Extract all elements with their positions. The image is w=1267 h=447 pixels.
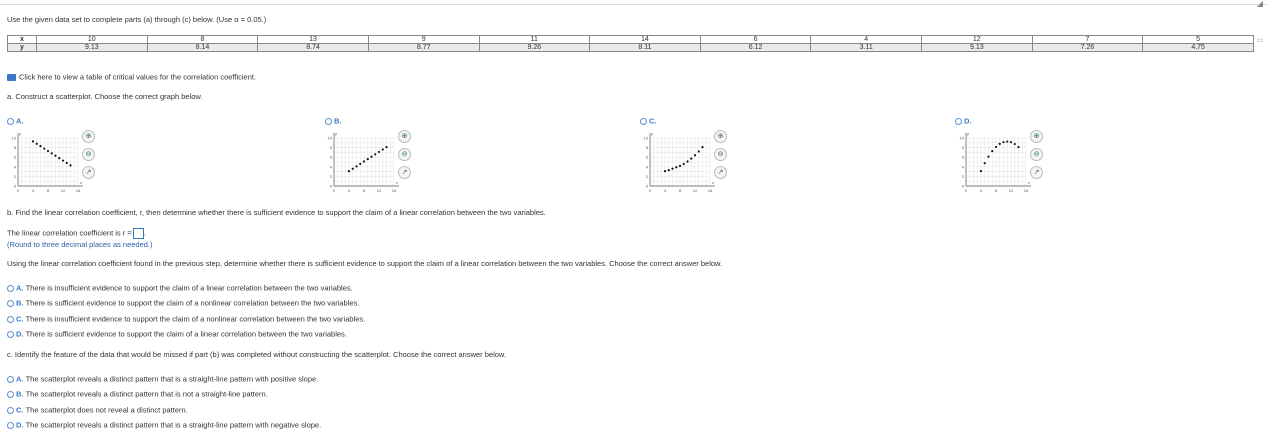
table-cell: 7 <box>1032 36 1143 44</box>
data-point <box>54 155 56 157</box>
data-point <box>1010 141 1012 143</box>
data-point <box>51 152 53 154</box>
x-tick-label: 16 <box>707 188 713 193</box>
data-point <box>378 151 380 153</box>
table-cell: 8 <box>147 36 258 44</box>
table-cell: 6.12 <box>700 44 811 52</box>
data-point <box>359 163 361 165</box>
scatterplot-c <box>640 130 718 198</box>
data-point <box>355 165 357 167</box>
x-tick-label: 8 <box>678 188 682 193</box>
row-header-x: x <box>8 36 37 44</box>
y-axis-label: y <box>19 131 21 136</box>
y-tick-label: 8 <box>329 145 332 151</box>
table-cell: 9.13 <box>922 44 1033 52</box>
x-tick-label: 0 <box>16 188 20 193</box>
radio-button[interactable] <box>955 118 962 125</box>
option-a-radio[interactable]: A. <box>7 116 24 126</box>
data-point <box>39 145 41 147</box>
x-axis-label: x <box>712 180 714 185</box>
radio-button[interactable] <box>7 316 14 323</box>
zoom-out-icon[interactable]: ⊖ <box>82 148 95 161</box>
data-point <box>47 150 49 152</box>
y-tick-label: 4 <box>13 164 16 170</box>
data-point <box>352 168 354 170</box>
r-prompt: The linear correlation coefficient is r = <box>7 228 132 238</box>
option-c-c[interactable]: C. The scatterplot does not reveal a distinct pattern. <box>7 405 188 415</box>
y-tick-label: 6 <box>13 154 16 160</box>
option-c-b[interactable]: B. The scatterplot reveals a distinct pattern that is not a straight-line pattern. <box>7 389 268 399</box>
data-point <box>686 160 688 162</box>
table-cell: 8.11 <box>590 44 701 52</box>
data-point <box>385 146 387 148</box>
x-tick-label: 4 <box>31 188 35 193</box>
x-tick-label: 0 <box>332 188 336 193</box>
zoom-out-icon[interactable]: ⊖ <box>714 148 727 161</box>
table-cell: 9 <box>368 36 479 44</box>
critical-values-link[interactable] <box>7 72 256 82</box>
data-point <box>1006 140 1008 142</box>
data-point <box>690 158 692 160</box>
y-tick-label: 10 <box>959 135 964 141</box>
option-c-a[interactable]: A. The scatterplot reveals a distinct pattern that is a straight-line pattern with positive slope. <box>7 374 318 384</box>
radio-button[interactable] <box>7 376 14 383</box>
option-b-radio[interactable]: B. <box>325 116 342 126</box>
x-axis-label: x <box>1028 180 1030 185</box>
data-point <box>991 150 993 152</box>
x-tick-label: 12 <box>376 188 382 193</box>
data-point <box>671 168 673 170</box>
data-point <box>382 148 384 150</box>
x-tick-label: 4 <box>979 188 983 193</box>
table-cell: 7.26 <box>1032 44 1143 52</box>
x-axis-label: x <box>80 180 82 185</box>
data-table <box>7 35 1254 52</box>
option-b-c[interactable]: C. There is insufficient evidence to support the claim of a nonlinear correlation between the two variables. <box>7 314 365 324</box>
radio-button[interactable] <box>325 118 332 125</box>
y-tick-label: 8 <box>13 145 16 151</box>
option-c-d[interactable]: D. The scatterplot reveals a distinct pattern that is a straight-line pattern with negative slope. <box>7 420 321 430</box>
data-point <box>69 164 71 166</box>
y-tick-label: 8 <box>645 145 648 151</box>
data-point <box>1002 141 1004 143</box>
table-cell: 4.75 <box>1143 44 1254 52</box>
data-point <box>1014 143 1016 145</box>
rounding-hint: (Round to three decimal places as needed.) <box>7 240 153 249</box>
radio-button[interactable] <box>7 391 14 398</box>
r-prompt-row: The linear correlation coefficient is r = . <box>7 228 146 238</box>
data-point <box>683 163 685 165</box>
scatterplot-b <box>324 130 402 198</box>
x-tick-label: 16 <box>75 188 81 193</box>
data-point <box>363 160 365 162</box>
table-cell: 6 <box>700 36 811 44</box>
r-answer-input[interactable] <box>133 228 144 239</box>
y-tick-label: 0 <box>329 183 332 189</box>
data-point <box>62 159 64 161</box>
y-axis-label: y <box>651 131 653 136</box>
y-tick-label: 6 <box>961 154 964 160</box>
y-tick-label: 0 <box>645 183 648 189</box>
table-cell: 12 <box>922 36 1033 44</box>
x-tick-label: 4 <box>347 188 351 193</box>
y-tick-label: 2 <box>13 173 16 179</box>
row-header-y: y <box>8 44 37 52</box>
x-axis-label: x <box>396 180 398 185</box>
part-c-question: c. Identify the feature of the data that would be missed if part (b) was completed without constructing the scatterplot. Choose the correct answer below. <box>7 350 507 359</box>
y-tick-label: 10 <box>643 135 648 141</box>
option-b-d[interactable]: D. There is sufficient evidence to support the claim of a linear correlation between the two variables. <box>7 329 347 339</box>
table-cell: 5 <box>1143 36 1254 44</box>
table-copy-icon[interactable]: ▭ <box>1257 37 1264 44</box>
data-point <box>1017 146 1019 148</box>
table-cell: 10 <box>37 36 148 44</box>
x-tick-label: 8 <box>362 188 366 193</box>
x-tick-label: 0 <box>648 188 652 193</box>
x-tick-label: 12 <box>60 188 66 193</box>
data-point <box>675 166 677 168</box>
table-cell: 9.26 <box>479 44 590 52</box>
table-row-y <box>8 44 1254 52</box>
expand-icon[interactable]: ↗ <box>714 166 727 179</box>
data-point <box>348 170 350 172</box>
data-point <box>999 143 1001 145</box>
data-point <box>698 150 700 152</box>
data-point <box>679 165 681 167</box>
data-point <box>367 158 369 160</box>
data-point <box>36 143 38 145</box>
data-point <box>32 140 34 142</box>
expand-icon[interactable]: ↗ <box>82 166 95 179</box>
x-tick-label: 4 <box>663 188 667 193</box>
link-label: Click here to view a table of critical values for the correlation coefficient. <box>19 72 257 82</box>
data-point <box>43 147 45 149</box>
part-a-question: a. Construct a scatterplot. Choose the correct graph below. <box>7 92 203 101</box>
table-cell: 8.77 <box>368 44 479 52</box>
option-b-b[interactable]: B. There is sufficient evidence to support the claim of a nonlinear correlation between the two variables. <box>7 298 359 308</box>
y-tick-label: 4 <box>645 164 648 170</box>
data-point <box>66 162 68 164</box>
resize-icon[interactable]: ◢ <box>1256 0 1263 8</box>
data-point <box>664 170 666 172</box>
table-row-x <box>8 36 1254 44</box>
y-tick-label: 6 <box>329 154 332 160</box>
table-cell: 9.13 <box>37 44 148 52</box>
scatterplot-d <box>956 130 1034 198</box>
table-cell: 3.11 <box>811 44 922 52</box>
x-tick-label: 0 <box>964 188 968 193</box>
radio-button[interactable] <box>640 118 647 125</box>
data-point <box>694 154 696 156</box>
table-cell: 14 <box>590 36 701 44</box>
data-point <box>984 162 986 164</box>
table-cell: 8.14 <box>147 44 258 52</box>
table-cell: 13 <box>258 36 369 44</box>
zoom-in-icon[interactable]: ⊕ <box>82 130 95 143</box>
x-tick-label: 12 <box>1008 188 1014 193</box>
x-tick-label: 16 <box>391 188 397 193</box>
x-tick-label: 16 <box>1023 188 1029 193</box>
book-icon <box>7 74 16 81</box>
zoom-in-icon[interactable]: ⊕ <box>714 130 727 143</box>
radio-button[interactable] <box>7 407 14 414</box>
y-tick-label: 0 <box>13 183 16 189</box>
radio-button[interactable] <box>7 331 14 338</box>
radio-button[interactable] <box>7 285 14 292</box>
data-point <box>370 156 372 158</box>
radio-button[interactable] <box>7 118 14 125</box>
y-tick-label: 4 <box>961 164 964 170</box>
table-cell: 8.74 <box>258 44 369 52</box>
expand-icon[interactable]: ↗ <box>398 166 411 179</box>
zoom-in-icon[interactable]: ⊕ <box>1030 130 1043 143</box>
data-point <box>374 153 376 155</box>
y-tick-label: 10 <box>327 135 332 141</box>
y-tick-label: 2 <box>645 173 648 179</box>
expand-icon[interactable]: ↗ <box>1030 166 1043 179</box>
option-d-radio[interactable]: D. <box>955 116 972 126</box>
part-b-followup: Using the linear correlation coefficient found in the previous step, determine whether there is sufficient evidence to support the claim of a linear correlation between the two variables. Choose the correct answer below. <box>7 259 723 268</box>
top-border <box>0 4 1267 5</box>
y-axis-label: y <box>967 131 969 136</box>
data-point <box>987 156 989 158</box>
scatterplot-a <box>8 130 86 198</box>
option-c-radio[interactable]: C. <box>640 116 657 126</box>
data-point <box>980 170 982 172</box>
y-tick-label: 2 <box>329 173 332 179</box>
x-tick-label: 8 <box>994 188 998 193</box>
radio-button[interactable] <box>7 300 14 307</box>
radio-button[interactable] <box>7 422 14 429</box>
y-tick-label: 0 <box>961 183 964 189</box>
zoom-out-icon[interactable]: ⊖ <box>1030 148 1043 161</box>
option-b-a[interactable]: A. There is insufficient evidence to support the claim of a linear correlation between the two variables. <box>7 283 353 293</box>
data-point <box>668 169 670 171</box>
data-point <box>995 146 997 148</box>
x-tick-label: 12 <box>692 188 698 193</box>
data-point <box>701 146 703 148</box>
y-tick-label: 8 <box>961 145 964 151</box>
y-axis-label: y <box>335 131 337 136</box>
data-point <box>58 157 60 159</box>
part-b-question: b. Find the linear correlation coefficient, r, then determine whether there is sufficient evidence to support the claim of a linear correlation between the two variables. <box>7 208 546 217</box>
table-cell: 4 <box>811 36 922 44</box>
zoom-in-icon[interactable]: ⊕ <box>398 130 411 143</box>
zoom-out-icon[interactable]: ⊖ <box>398 148 411 161</box>
y-tick-label: 10 <box>11 135 16 141</box>
x-tick-label: 8 <box>46 188 50 193</box>
y-tick-label: 2 <box>961 173 964 179</box>
y-tick-label: 4 <box>329 164 332 170</box>
table-cell: 11 <box>479 36 590 44</box>
question-intro: Use the given data set to complete parts (a) through (c) below. (Use α = 0.05.) <box>7 15 267 24</box>
y-tick-label: 6 <box>645 154 648 160</box>
